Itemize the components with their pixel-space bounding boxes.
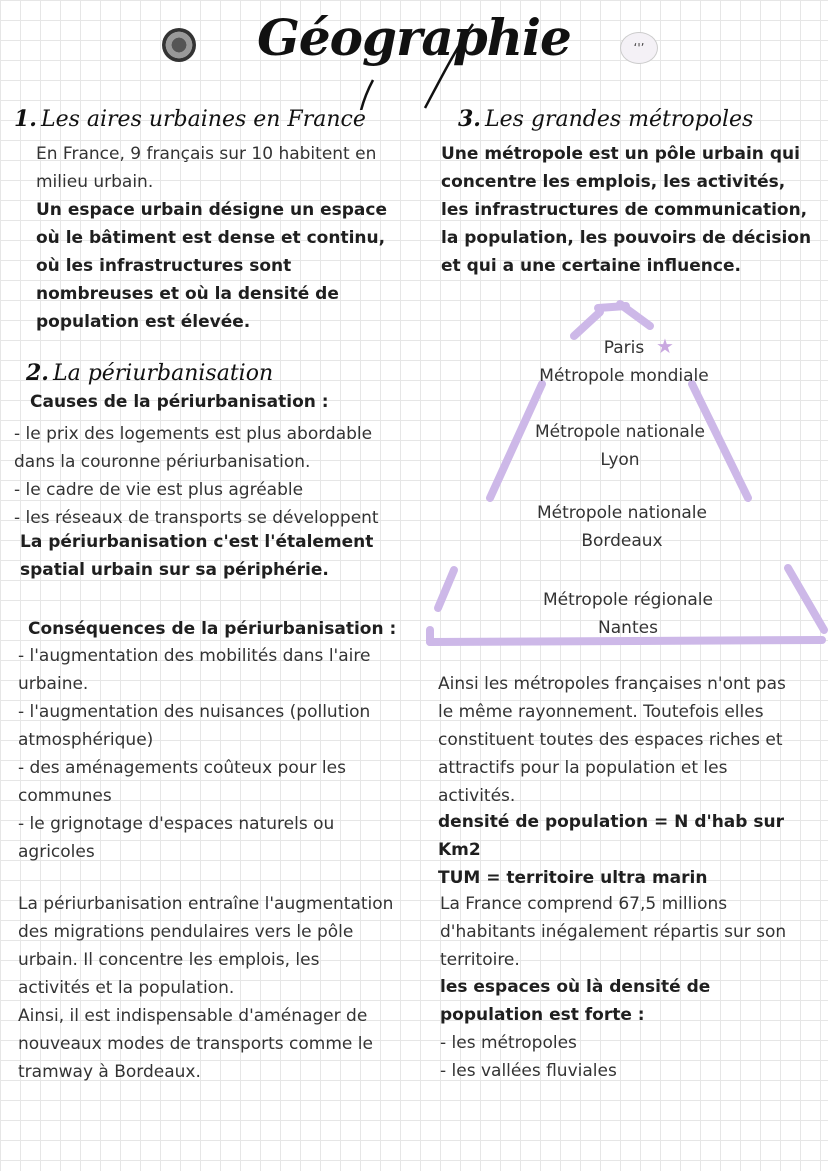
title-underline — [355, 20, 495, 110]
section1-heading — [14, 106, 366, 132]
list-item: communes — [18, 786, 112, 806]
tum-definition: TUM = territoire ultra marin — [438, 868, 708, 888]
text-line: attractifs pour la population et les — [438, 758, 728, 778]
section1-heading-number: 1. — [14, 106, 37, 132]
section1-intro — [36, 140, 376, 196]
pyramid-level-nantes — [490, 586, 766, 642]
list-item: urbaine. — [18, 674, 89, 694]
metropole-definition — [441, 140, 811, 280]
section1-heading-text: Les aires urbaines en France — [40, 107, 366, 132]
pyramid-city: Paris — [603, 338, 645, 358]
periurbanisation-conclusion — [18, 890, 393, 1086]
text-line: milieu urbain. — [36, 172, 154, 192]
text-line: le même rayonnement. Toutefois elles — [438, 702, 764, 722]
text-line: les espaces où là densité de — [440, 977, 711, 997]
text-line: En France, 9 français sur 10 habitent en — [36, 144, 377, 164]
section2-heading-number: 2. — [26, 360, 49, 386]
section1-definition — [36, 196, 387, 336]
density-definition — [438, 808, 784, 864]
pyramid-city: Nantes — [598, 618, 658, 638]
pyramid-level-paris — [486, 334, 762, 390]
text-line: des migrations pendulaires vers le pôle — [18, 922, 354, 942]
list-item: - le cadre de vie est plus agréable — [14, 480, 304, 500]
text-line: activités et la population. — [18, 978, 235, 998]
text-line: Ainsi les métropoles françaises n'ont pas — [438, 674, 786, 694]
text-line: La France comprend 67,5 millions — [440, 894, 728, 914]
text-line: population est forte : — [440, 1005, 645, 1025]
decorative-doodle-right: ʻ'ʼ — [620, 32, 658, 64]
text-line: Un espace urbain désigne un espace — [36, 200, 387, 220]
list-item: - les réseaux de transports se développent — [14, 508, 379, 528]
text-line: tramway à Bordeaux. — [18, 1062, 201, 1082]
text-line: nouveaux modes de transports comme le — [18, 1034, 373, 1054]
list-item: - les vallées fluviales — [440, 1061, 617, 1081]
list-item: - des aménagements coûteux pour les — [18, 758, 346, 778]
text-line: où le bâtiment est dense et continu, — [36, 228, 386, 248]
causes-list — [14, 420, 379, 532]
section2-heading-text: La périurbanisation — [52, 361, 274, 386]
text-line: concentre les emplois, les activités, — [441, 172, 786, 192]
pyramid-rank: Métropole nationale — [537, 503, 707, 523]
text-line: Ainsi, il est indispensable d'aménager de — [18, 1006, 368, 1026]
text-line: Km2 — [438, 840, 481, 860]
text-line: où les infrastructures sont — [36, 256, 292, 276]
metropoles-conclusion — [438, 670, 786, 810]
list-item: atmosphérique) — [18, 730, 154, 750]
text-line: les infrastructures de communication, — [441, 200, 808, 220]
section3-heading-number: 3. — [458, 106, 481, 132]
population-text — [440, 890, 786, 974]
list-item: - l'augmentation des nuisances (pollution — [18, 702, 371, 722]
text-line: d'habitants inégalement répartis sur son — [440, 922, 787, 942]
pyramid-rank: Métropole nationale — [535, 422, 705, 442]
pyramid-level-lyon — [482, 418, 758, 474]
list-item: agricoles — [18, 842, 95, 862]
list-item: - l'augmentation des mobilités dans l'aire — [18, 646, 371, 666]
section2-heading — [26, 360, 273, 386]
text-line: Une métropole est un pôle urbain qui — [441, 144, 800, 164]
list-item: dans la couronne périurbanisation. — [14, 452, 311, 472]
text-line: population est élevée. — [36, 312, 251, 332]
text-line: spatial urbain sur sa périphérie. — [20, 560, 329, 580]
text-line: La périurbanisation c'est l'étalement — [20, 532, 374, 552]
dense-areas-list — [440, 1029, 617, 1085]
dense-areas-title — [440, 973, 710, 1029]
list-item: - les métropoles — [440, 1033, 577, 1053]
pyramid-rank: Métropole mondiale — [539, 366, 709, 386]
text-line: nombreuses et où la densité de — [36, 284, 339, 304]
star-icon: ★ — [656, 334, 674, 358]
consequences-list — [18, 642, 370, 866]
periurbanisation-definition — [20, 528, 373, 584]
list-item: - le grignotage d'espaces naturels ou — [18, 814, 335, 834]
text-line: activités. — [438, 786, 516, 806]
page-title: Géographie — [257, 8, 571, 67]
list-item: - le prix des logements est plus abordable — [14, 424, 373, 444]
text-line: et qui a une certaine influence. — [441, 256, 741, 276]
text-line: densité de population = N d'hab sur — [438, 812, 784, 832]
text-line: constituent toutes des espaces riches et — [438, 730, 783, 750]
pyramid-city: Lyon — [600, 450, 640, 470]
text-line: la population, les pouvoirs de décision — [441, 228, 812, 248]
section3-heading — [458, 106, 753, 132]
text-line: urbain. Il concentre les emplois, les — [18, 950, 320, 970]
causes-title: Causes de la périurbanisation : — [30, 392, 329, 412]
pyramid-city: Bordeaux — [581, 531, 663, 551]
pyramid-rank: Métropole régionale — [543, 590, 713, 610]
text-line: territoire. — [440, 950, 520, 970]
text-line: La périurbanisation entraîne l'augmentation — [18, 894, 394, 914]
section3-heading-text: Les grandes métropoles — [484, 107, 754, 132]
pyramid-level-bordeaux — [484, 499, 760, 555]
consequences-title: Conséquences de la périurbanisation : — [28, 619, 397, 639]
